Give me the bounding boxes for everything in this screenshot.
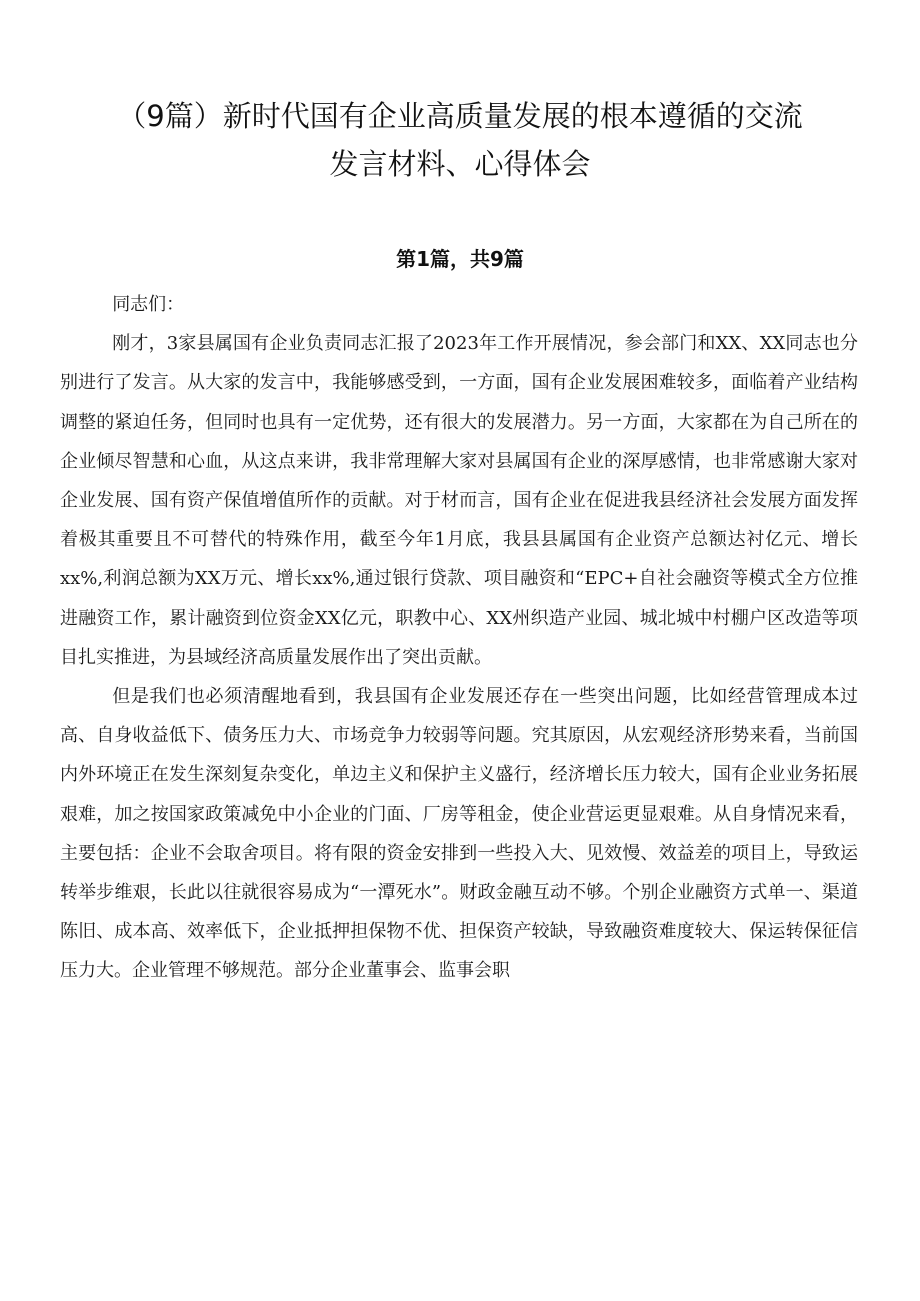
document-title	[60, 92, 860, 188]
document-body	[60, 285, 858, 991]
document-title-line-2: 发言材料、心得体会	[329, 147, 591, 181]
document-title-line-1: （9篇）新时代国有企业高质量发展的根本遵循的交流	[117, 99, 803, 133]
section-heading: 第1篇，共9篇	[396, 247, 524, 271]
body-paragraph-2: 但是我们也必须清醒地看到，我县国有企业发展还存在一些突出问题，比如经营管理成本过高、自身收益低下、债务压力大、市场竞争力较弱等问题。究其原因，从宏观经济形势来看，当前国内外环境正在发生深刻复杂变化，单边主义和保护主义盛行，经济增长压力较大，国有企业业务拓展艰难，加之按国家政策减免中小企业的门面、厂房等租金，使企业营运更显艰难。从自身情况来看，主要包括：企业不会取舍项目。将有限的资金安排到一些投入大、见效慢、效益差的项目上，导致运转举步维艰，长此以往就很容易成为“一潭死水”。财政金融互动不够。个别企业融资方式单一、渠道陈旧、成本高、效率低下，企业抵押担保物不优、担保资产较缺，导致融资难度较大、保运转保征信压力大。企业管理不够规范。部分企业董事会、监事会职	[60, 686, 858, 982]
body-paragraph-1: 刚才，3家县属国有企业负责同志汇报了2023年工作开展情况，参会部门和XX、XX同志也分别进行了发言。从大家的发言中，我能够感受到，一方面，国有企业发展困难较多，面临着产业结构调整的紧迫任务，但同时也具有一定优势，还有很大的发展潜力。另一方面，大家都在为自己所在的企业倾尽智慧和心血，从这点来讲，我非常理解大家对县属国有企业的深厚感情，也非常感谢大家对企业发展、国有资产保值增值所作的贡献。对于材而言，国有企业在促进我县经济社会发展方面发挥着极其重要且不可替代的特殊作用，截至今年1月底，我县县属国有企业资产总额达衬亿元、增长xx%,利润总额为XX万元、增长xx%,通过银行贷款、项目融资和“EPC+自社会融资等模式全方位推进融资工作，累计融资到位资金XX亿元，职教中心、XX州织造产业园、城北城中村棚户区改造等项目扎实推进，为县域经济高质量发展作出了突出贡献。	[60, 333, 858, 668]
salutation: 同志们：	[112, 294, 185, 315]
